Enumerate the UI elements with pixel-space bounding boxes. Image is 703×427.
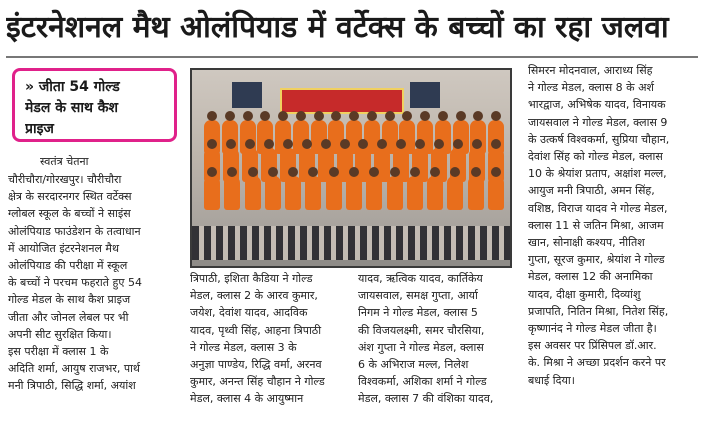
photo-banner	[280, 88, 404, 114]
photo-student	[326, 176, 342, 210]
kicker-line: प्राइज	[25, 121, 54, 137]
photo-floor	[192, 260, 510, 266]
photo-student	[245, 176, 261, 210]
article-column-2	[190, 270, 348, 408]
article-line: मेडल, क्लास 2 के आरव कुमार,	[190, 289, 318, 303]
article-line: विश्वकर्मा, अशिका शर्मा ने गोल्ड	[358, 375, 487, 389]
kicker-line: » जीता 54 गोल्ड	[25, 79, 120, 95]
article-line: ओलंपियाड फाउंडेशन के तत्वाधान	[8, 224, 141, 238]
article-line: जायसवाल, समक्ष गुप्ता, आर्या	[358, 289, 478, 303]
article-line: के उत्कर्ष विश्वकर्मा, सुप्रिया चौहान,	[528, 132, 670, 146]
article-line: ओलंपियाड की परीक्षा में स्कूल	[8, 259, 128, 273]
article-line: के. मिश्रा ने अच्छा प्रदर्शन करने पर	[528, 356, 666, 370]
article-line: अपनी सीट सुरक्षित किया।	[8, 327, 112, 341]
article-line: देवांश सिंह को गोल्ड मेडल, क्लास	[528, 150, 663, 164]
photo-row-front	[198, 176, 504, 210]
article-line: 6 के अभिराज मल्ल, निलेश	[358, 358, 469, 372]
article-line: यादव, ऋत्विक यादव, कार्तिकेय	[358, 272, 483, 285]
article-line: कुमार, अनन्त सिंह चौहान ने गोल्ड	[190, 375, 325, 389]
article-line: वशिष्ठ, विराज यादव ने गोल्ड मेडल,	[528, 201, 668, 215]
article-line: के बच्चों ने परचम फहराते हुए 54	[8, 276, 142, 290]
article-line: भारद्वाज, अभिषेक यादव, विनायक	[528, 98, 666, 112]
photo-student	[427, 176, 443, 210]
article-line: जायसवाल ने गोल्ड मेडल, क्लास 9	[528, 115, 668, 129]
photo-student	[488, 176, 504, 210]
photo-legs	[192, 226, 510, 262]
photo-student	[447, 176, 463, 210]
photo-board-left	[232, 82, 262, 108]
article-line: ग्लोबल स्कूल के बच्चों ने साइंस	[8, 207, 131, 221]
photo-student	[407, 176, 423, 210]
headline-rule	[6, 56, 698, 58]
article-line: गोल्ड मेडल के साथ कैश प्राइज	[8, 293, 131, 307]
article-line: में आयोजित इंटरनेशनल मैथ	[8, 241, 120, 255]
article-line: अदिति शर्मा, आयुष राजभर, पार्थ	[8, 362, 140, 376]
article-line: यादव, पृथ्वी सिंह, आहना त्रिपाठी	[190, 323, 322, 337]
photo-student	[204, 176, 220, 210]
photo-student	[346, 176, 362, 210]
article-line: मेडल, क्लास 12 की अनामिका	[528, 270, 653, 284]
article-line: जीता और जोनल लेबल पर भी	[8, 310, 129, 324]
article-line: गुप्ता, सूरज कुमार, श्रेयांश ने गोल्ड	[528, 253, 665, 267]
article-line: 10 के श्रेयांश प्रताप, अक्षांश मल्ल,	[528, 167, 667, 181]
article-line: की विजयलक्ष्मी, समर चौरसिया,	[358, 323, 485, 337]
article-line: ने गोल्ड मेडल, क्लास 3 के	[190, 340, 297, 354]
article-line: निगम ने गोल्ड मेडल, क्लास 5	[358, 306, 478, 320]
photo-student	[285, 176, 301, 210]
article-line: आयुज मनी त्रिपाठी, अमन सिंह,	[528, 184, 655, 198]
photo-student	[305, 176, 321, 210]
article-line: ने गोल्ड मेडल, क्लास 8 के अर्श	[528, 81, 654, 95]
photo-student	[387, 176, 403, 210]
article-line: प्रजापति, नितिन मिश्रा, नितेश सिंह,	[528, 304, 669, 318]
photo-student	[224, 176, 240, 210]
article-column-3	[358, 270, 516, 408]
kicker-box	[12, 68, 177, 142]
article-line: मेडल, क्लास 7 की वंशिका यादव,	[358, 392, 494, 406]
photo-student	[468, 176, 484, 210]
kicker-line: मेडल के साथ कैश	[25, 100, 119, 116]
article-line: इस अवसर पर प्रिंसिपल डॉ.आर.	[528, 339, 657, 353]
photo-board-right	[410, 82, 440, 108]
photo-student	[265, 176, 281, 210]
article-column-1	[8, 171, 180, 395]
article-line: कृष्णानंद ने गोल्ड मेडल जीता है।	[528, 322, 657, 336]
article-line: इस परीक्षा में क्लास 1 के	[8, 345, 109, 359]
article-line: मनी त्रिपाठी, सिद्धि शर्मा, अयांश	[8, 379, 136, 393]
article-line: क्लास 11 से जतिन मिश्रा, आजम	[528, 218, 664, 232]
article-line: मेडल, क्लास 4 के आयुष्मान	[190, 392, 304, 406]
headline: इंटरनेशनल मैथ ओलंपियाड में वर्टेक्स के बच्चों का रहा जलवा	[6, 10, 669, 45]
article-line: जयेश, देवांश यादव, आदविक	[190, 306, 308, 320]
article-line: खान, सोनाक्षी कश्यप, नीतिश	[528, 236, 645, 250]
article-line: यादव, दीक्षा कुमारी, दिव्यांशु	[528, 287, 641, 301]
article-line: चौरीचौरा/गोरखपुर। चौरीचौरा	[8, 173, 122, 186]
article-line: सिमरन मोदनवाल, आराध्य सिंह	[528, 64, 653, 77]
article-column-4	[528, 62, 698, 389]
group-photo	[190, 68, 512, 268]
article-line: बधाई दिया।	[528, 373, 575, 387]
article-line: अनुज्ञा पाण्डेय, रिद्धि वर्मा, अरनव	[190, 358, 322, 372]
article-line: त्रिपाठी, इशिता कैडिया ने गोल्ड	[190, 272, 313, 285]
photo-student	[366, 176, 382, 210]
article-line: अंश गुप्ता ने गोल्ड मेडल, क्लास	[358, 340, 484, 354]
byline-source: स्वतंत्र चेतना	[40, 155, 89, 168]
article-line: क्षेत्र के सरदारनगर स्थित वर्टेक्स	[8, 190, 132, 204]
